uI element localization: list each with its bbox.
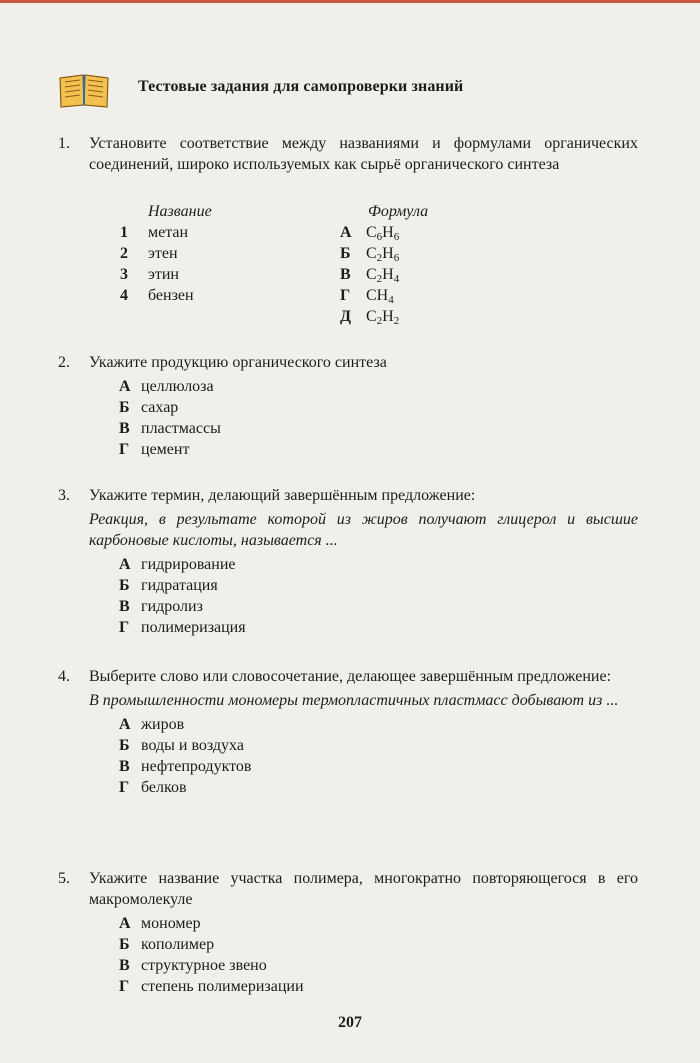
question-number: 4. bbox=[58, 668, 70, 685]
option: А целлюлоза bbox=[119, 378, 214, 395]
question-number: 5. bbox=[58, 870, 70, 887]
question-number: 1. bbox=[58, 135, 70, 152]
formula-row: Б $C_2H_6$ bbox=[340, 245, 400, 264]
option: А мономер bbox=[119, 915, 201, 932]
question-text: Укажите название участка полимера, многократно повторяющегося в его макромолекуле bbox=[89, 870, 638, 908]
question-5 bbox=[58, 868, 638, 997]
formulas-column bbox=[340, 201, 540, 327]
option: Г белков bbox=[119, 779, 187, 796]
names-column bbox=[120, 201, 280, 306]
name-row: 2 этен bbox=[120, 245, 178, 262]
options-list bbox=[119, 554, 638, 638]
question-text: Выберите слово или словосочетание, делающее завершённым предложение: bbox=[89, 668, 612, 685]
section-title: Тестовые задания для самопроверки знаний bbox=[138, 78, 464, 95]
open-book-icon bbox=[58, 72, 110, 108]
options-list bbox=[119, 714, 638, 798]
name-row: 4 бензен bbox=[120, 287, 194, 304]
option: Б воды и воздуха bbox=[119, 737, 244, 754]
formulas-header: Формула bbox=[368, 203, 429, 220]
question-1 bbox=[58, 133, 638, 175]
question-4 bbox=[58, 666, 638, 798]
question-2 bbox=[58, 352, 638, 460]
options-list bbox=[119, 913, 638, 997]
name-row: 1 метан bbox=[120, 224, 189, 241]
options-list bbox=[119, 376, 638, 460]
option: Г степень полимеризации bbox=[119, 978, 304, 995]
question-prompt: Реакция, в результате которой из жиров получают глицерол и высшие карбоновые кислоты, называется ... bbox=[89, 511, 638, 549]
option: Б кополимер bbox=[119, 936, 215, 953]
option: В нефтепродуктов bbox=[119, 758, 252, 775]
question-text: Укажите термин, делающий завершённым предложение: bbox=[89, 487, 476, 504]
question-text: Установите соответствие между названиями и формулами органических соединений, широко используемых как сырьё органического синтеза bbox=[89, 135, 638, 173]
option: В структурное звено bbox=[119, 957, 267, 974]
formula-row: Д $C_2H_2$ bbox=[340, 308, 400, 327]
option: А жиров bbox=[119, 716, 185, 733]
option: В пластмассы bbox=[119, 420, 221, 437]
question-prompt: В промышленности мономеры термопластичных пластмасс добывают из ... bbox=[89, 692, 619, 709]
option: Г цемент bbox=[119, 441, 190, 458]
name-row: 3 этин bbox=[120, 266, 179, 283]
page-number: 207 bbox=[338, 1014, 362, 1031]
formula-row: Г $CH_4$ bbox=[340, 287, 394, 306]
option: Б сахар bbox=[119, 399, 179, 416]
formula-row: В $C_2H_4$ bbox=[340, 266, 400, 285]
option: В гидролиз bbox=[119, 598, 203, 615]
question-number: 3. bbox=[58, 487, 70, 504]
page-edge bbox=[0, 0, 700, 3]
formula-row: А $C_6H_6$ bbox=[340, 224, 400, 243]
option: А гидрирование bbox=[119, 556, 236, 573]
question-text: Укажите продукцию органического синтеза bbox=[89, 354, 387, 371]
question-number: 2. bbox=[58, 354, 70, 371]
section-header bbox=[58, 70, 658, 110]
question-3 bbox=[58, 485, 638, 638]
names-header: Название bbox=[148, 203, 212, 220]
option: Б гидратация bbox=[119, 577, 218, 594]
option: Г полимеризация bbox=[119, 619, 246, 636]
